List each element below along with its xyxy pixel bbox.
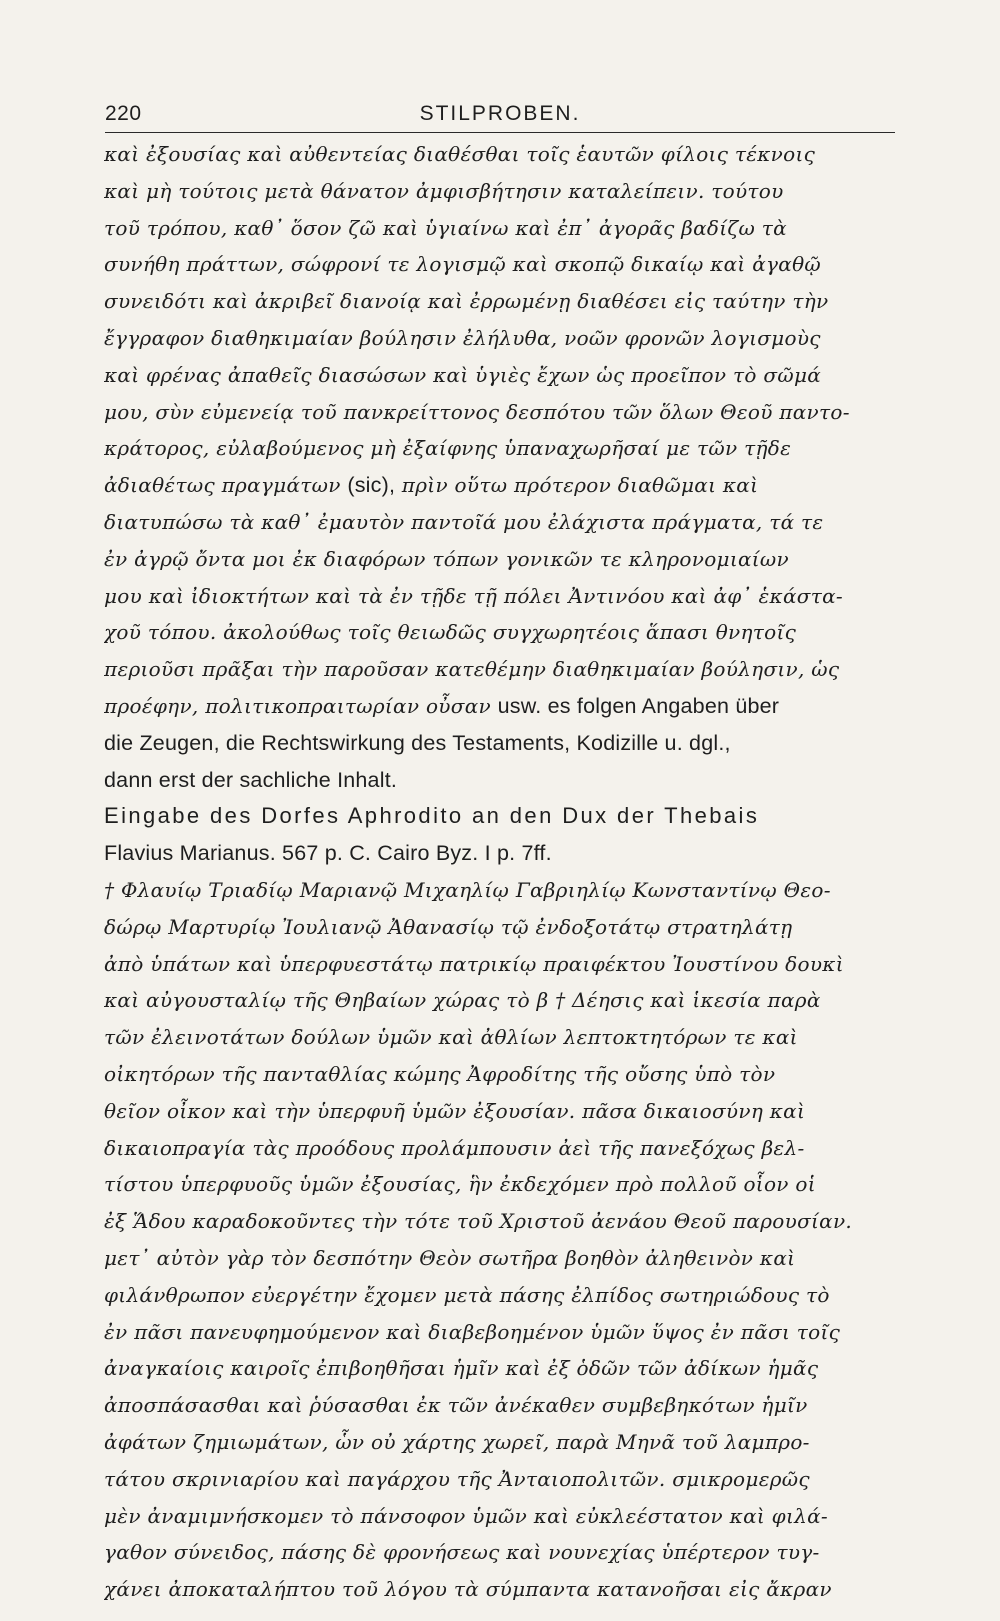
text-segment: δώρῳ Μαρτυρίῳ Ἰουλιανῷ Ἀθανασίῳ τῷ ἐνδοξοτάτῳ στρατηλάτῃ bbox=[104, 914, 793, 939]
text-segment: ἀφάτων ζημιωμάτων, ὧν οὐ χάρτης χωρεῖ, παρὰ Μηνᾶ τοῦ λαμπρο- bbox=[104, 1430, 810, 1454]
text-segment: μὲν ἀναμιμνήσκομεν τὸ πάνσοφον ὑμῶν καὶ εὐκλεέστατον καὶ φιλά- bbox=[104, 1503, 828, 1528]
text-line bbox=[104, 1019, 896, 1055]
text-segment: dann erst der sachliche Inhalt. bbox=[104, 767, 398, 792]
text-segment: τάτου σκρινιαρίου καὶ παγάρχου τῆς Ἀνταιοπολιτῶν. σμικρομερῶς bbox=[104, 1466, 810, 1491]
text-segment: ἀναγκαίοις καιροῖς ἐπιβοηθῆσαι ἡμῖν καὶ ἐξ ὁδῶν τῶν ἀδίκων ἡμᾶς bbox=[104, 1356, 819, 1381]
text-segment: Flavius Marianus. 567 p. C. Cairo Byz. I p. 7ff. bbox=[104, 841, 552, 866]
text-line bbox=[104, 1203, 896, 1239]
text-segment: χάνει ἀποκαταλήπτου τοῦ λόγου τὰ σύμπαντα κατανοῆσαι εἰς ἄκραν bbox=[104, 1577, 832, 1602]
text-segment: συνήθη πράττων, σώφρονί τε λογισμῷ καὶ σκοπῷ δικαίῳ καὶ ἀγαθῷ bbox=[104, 252, 822, 277]
text-segment: οἰκητόρων τῆς πανταθλίας κώμης Ἀφροδίτης τῆς οὔσης ὑπὸ τὸν bbox=[104, 1062, 776, 1086]
text-segment: προέφην, πολιτικοπραιτωρίαν οὖσαν bbox=[104, 694, 498, 718]
text-line bbox=[104, 357, 896, 393]
text-line bbox=[104, 909, 896, 945]
text-segment: καὶ αὐγουσταλίῳ τῆς Θηβαίων χώρας τὸ β † Δέησις καὶ ἱκεσία παρὰ bbox=[104, 988, 821, 1013]
text-line bbox=[104, 173, 896, 209]
text-segment: ἀδιαθέτως πραγμάτων bbox=[104, 473, 348, 498]
text-line bbox=[104, 725, 896, 761]
text-segment: συνειδότι καὶ ἀκριβεῖ διανοίᾳ καὶ ἐρρωμένῃ διαθέσει εἰς ταύτην τὴν bbox=[104, 289, 829, 314]
text-segment: † Φλαυίῳ Τριαδίῳ Μαριανῷ Μιχαηλίῳ Γαβριηλίῳ Κωνσταντίνῳ Θεο- bbox=[104, 878, 831, 902]
text-line bbox=[104, 1571, 896, 1607]
text-segment: Eingabe des Dorfes Aphrodito an den Dux der Thebais bbox=[104, 803, 760, 829]
text-line bbox=[104, 1498, 896, 1534]
text-line bbox=[104, 394, 896, 430]
text-segment: τίστου ὑπερφυοῦς ὑμῶν ἐξουσίας, ἣν ἐκδεχόμεν πρὸ πολλοῦ οἷον οἱ bbox=[104, 1172, 816, 1197]
text-line bbox=[104, 1424, 896, 1460]
text-segment: ἀποσπάσασθαι καὶ ῥύσασθαι ἐκ τῶν ἀνέκαθεν συμβεβηκότων ἡμῖν bbox=[104, 1393, 808, 1418]
running-title: STILPROBEN. bbox=[419, 102, 581, 125]
text-line bbox=[104, 283, 896, 319]
text-line bbox=[104, 1277, 896, 1313]
text-segment: διατυπώσω τὰ καθ᾽ ἐμαυτὸν παντοῖά μου ἐλάχιστα πράγματα, τά τε bbox=[104, 510, 824, 534]
text-segment: ἔγγραφον διαθηκιμαίαν βούλησιν ἐλήλυθα, νοῶν φρονῶν λογισμοὺς bbox=[104, 326, 821, 350]
text-segment: θεῖον οἶκον καὶ τὴν ὑπερφυῆ ὑμῶν ἐξουσίαν. πᾶσα δικαιοσύνη καὶ bbox=[104, 1098, 806, 1123]
text-segment: ἐξ Ἅδου καραδοκοῦντες τὴν τότε τοῦ Χριστοῦ ἀενάου Θεοῦ παρουσίαν. bbox=[104, 1209, 853, 1234]
text-segment: χοῦ τόπου. ἀκολούθως τοῖς θειωδῶς συγχωρητέοις ἅπασι θνητοῖς bbox=[104, 620, 797, 645]
text-segment: τοῦ τρόπου, καθ᾽ ὅσον ζῶ καὶ ὑγιαίνω καὶ ἐπ᾽ ἀγορᾶς βαδίζω τὰ bbox=[104, 215, 787, 240]
text-segment: καὶ μὴ τούτοις μετὰ θάνατον ἀμφισβήτησιν καταλείπειν. τούτου bbox=[104, 178, 784, 203]
text-segment: φιλάνθρωπον εὐεργέτην ἔχομεν μετὰ πάσης ἐλπίδος σωτηριώδους τὸ bbox=[104, 1282, 830, 1307]
text-line bbox=[104, 1387, 896, 1423]
text-segment: τῶν ἐλεινοτάτων δούλων ὑμῶν καὶ ἀθλίων λεπτοκτητόρων τε καὶ bbox=[104, 1025, 798, 1050]
text-segment: usw. es folgen Angaben über bbox=[497, 694, 780, 718]
text-segment: ἀπὸ ὑπάτων καὶ ὑπερφυεστάτῳ πατρικίῳ πραιφέκτου Ἰουστίνου δουκὶ bbox=[104, 951, 844, 976]
text-line bbox=[104, 1534, 896, 1570]
text-segment: ἐν πᾶσι πανευφημούμενον καὶ διαβεβοημένον ὑμῶν ὕψος ἐν πᾶσι τοῖς bbox=[104, 1319, 841, 1344]
text-segment: μου, σὺν εὐμενείᾳ τοῦ πανκρείττονος δεσπότου τῶν ὅλων Θεοῦ παντο- bbox=[104, 399, 850, 424]
text-line bbox=[104, 835, 896, 871]
text-line bbox=[104, 688, 896, 724]
text-segment: πρὶν οὕτω πρότερον διαθῶμαι καὶ bbox=[395, 473, 759, 498]
text-line bbox=[104, 762, 896, 798]
text-segment: μου καὶ ἰδιοκτήτων καὶ τὰ ἐν τῇδε τῇ πόλει Ἀντινόου καὶ ἀφ᾽ ἑκάστα- bbox=[104, 583, 843, 608]
text-segment: καὶ φρένας ἀπαθεῖς διασώσων καὶ ὑγιὲς ἔχων ὡς προεῖπον τὸ σῶμά bbox=[104, 362, 822, 387]
text-segment: ἐν ἀγρῷ ὄντα μοι ἐκ διαφόρων τόπων γονικῶν τε κληρονομιαίων bbox=[104, 546, 790, 571]
text-line bbox=[104, 578, 896, 614]
text-segment: περιοῦσι πρᾶξαι τὴν παροῦσαν κατεθέμην διαθηκιμαίαν βούλησιν, ὡς bbox=[104, 657, 840, 682]
text-line bbox=[104, 541, 896, 577]
text-line bbox=[104, 246, 896, 282]
text-line bbox=[104, 1166, 896, 1202]
text-segment: (sic), bbox=[347, 473, 396, 498]
page-number: 220 bbox=[105, 102, 142, 125]
text-line bbox=[104, 1130, 896, 1166]
text-line bbox=[104, 1350, 896, 1386]
text-line bbox=[104, 136, 896, 172]
text-line bbox=[104, 1461, 896, 1497]
text-segment: γαθον σύνειδος, πάσης δὲ φρονήσεως καὶ νουνεχίας ὑπέρτερον τυγ- bbox=[104, 1540, 820, 1565]
text-segment: μετ᾽ αὐτὸν γὰρ τὸν δεσπότην Θεὸν σωτῆρα βοηθὸν ἀληθεινὸν καὶ bbox=[104, 1246, 796, 1270]
text-segment: καὶ ἐξουσίας καὶ αὐθεντείας διαθέσθαι τοῖς ἑαυτῶν φίλοις τέκνοις bbox=[104, 142, 816, 166]
text-line bbox=[104, 467, 896, 503]
text-line bbox=[104, 320, 896, 356]
text-line bbox=[104, 1093, 896, 1129]
text-line bbox=[104, 946, 896, 982]
text-segment: δικαιοπραγία τὰς προόδους προλάμπουσιν ἀεὶ τῆς πανεξόχως βελ- bbox=[104, 1135, 805, 1160]
text-line bbox=[104, 798, 896, 834]
text-line bbox=[104, 430, 896, 466]
text-line bbox=[104, 1056, 896, 1092]
text-line bbox=[104, 982, 896, 1018]
text-segment: die Zeugen, die Rechtswirkung des Testaments, Kodizille u. dgl., bbox=[104, 730, 731, 755]
text-line bbox=[104, 1240, 896, 1276]
page-header bbox=[105, 98, 895, 133]
text-line bbox=[104, 614, 896, 650]
text-segment: κράτορος, εὐλαβούμενος μὴ ἐξαίφνης ὑπαναχωρῆσαί με τῶν τῇδε bbox=[104, 436, 792, 461]
text-line bbox=[104, 651, 896, 687]
text-line bbox=[104, 872, 896, 908]
text-line bbox=[104, 504, 896, 540]
text-line bbox=[104, 1314, 896, 1350]
text-line bbox=[104, 210, 896, 246]
